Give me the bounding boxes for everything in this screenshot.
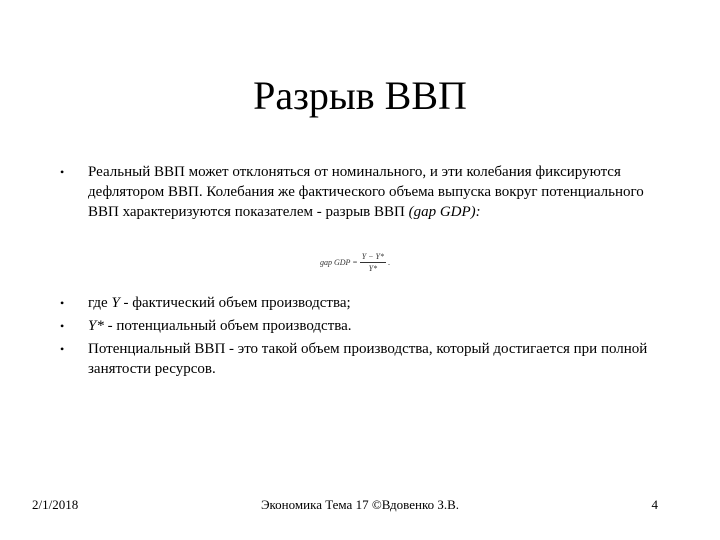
bullet-text-regular: - фактический объем производства; <box>119 295 351 311</box>
bullet-text-italic: Y <box>111 295 120 311</box>
bullet-marker: • <box>60 165 65 179</box>
bullet-item <box>60 162 670 222</box>
bullet-text-regular: Потенциальный ВВП - это такой объем производства, который достигается при полной занятости ресурсов. <box>88 341 648 377</box>
footer-date: 2/1/2018 <box>32 497 79 512</box>
bullet-text <box>88 162 670 222</box>
formula-fraction <box>360 252 386 273</box>
bullet-item <box>60 339 670 379</box>
bullet-text-italic: Y* <box>88 318 104 334</box>
bullet-marker: • <box>60 319 65 333</box>
bullet-item <box>60 293 670 313</box>
formula-denominator: Y* <box>368 263 378 273</box>
page-number: 4 <box>651 497 658 512</box>
formula-numerator: Y − Y* <box>361 251 384 261</box>
bullet-item <box>60 316 670 336</box>
bullet-text-italic: (gap GDP): <box>408 204 481 220</box>
bullet-text <box>88 293 670 313</box>
gap-gdp-formula <box>320 247 390 277</box>
bullet-text <box>88 339 670 379</box>
bullet-text-regular: где <box>88 295 112 311</box>
bullet-text-regular: - потенциальный объем производства. <box>103 318 352 334</box>
formula-lhs: gap GDP = <box>320 257 358 267</box>
bullet-marker: • <box>60 342 65 356</box>
footer-caption: Экономика Тема 17 ©Вдовенко З.В. <box>260 497 460 512</box>
bullet-text <box>88 316 670 336</box>
bullet-text-regular: Реальный ВВП может отклоняться от номинального, и эти колебания фиксируются дефлятором ВВП. Колебания же фактического объема выпуска вокруг потенциального ВВП характеризуются показателем - разрыв ВВП <box>88 164 644 220</box>
formula-tail: . <box>388 257 390 267</box>
page-title: Разрыв ВВП <box>253 73 467 118</box>
bullet-marker: • <box>60 296 65 310</box>
